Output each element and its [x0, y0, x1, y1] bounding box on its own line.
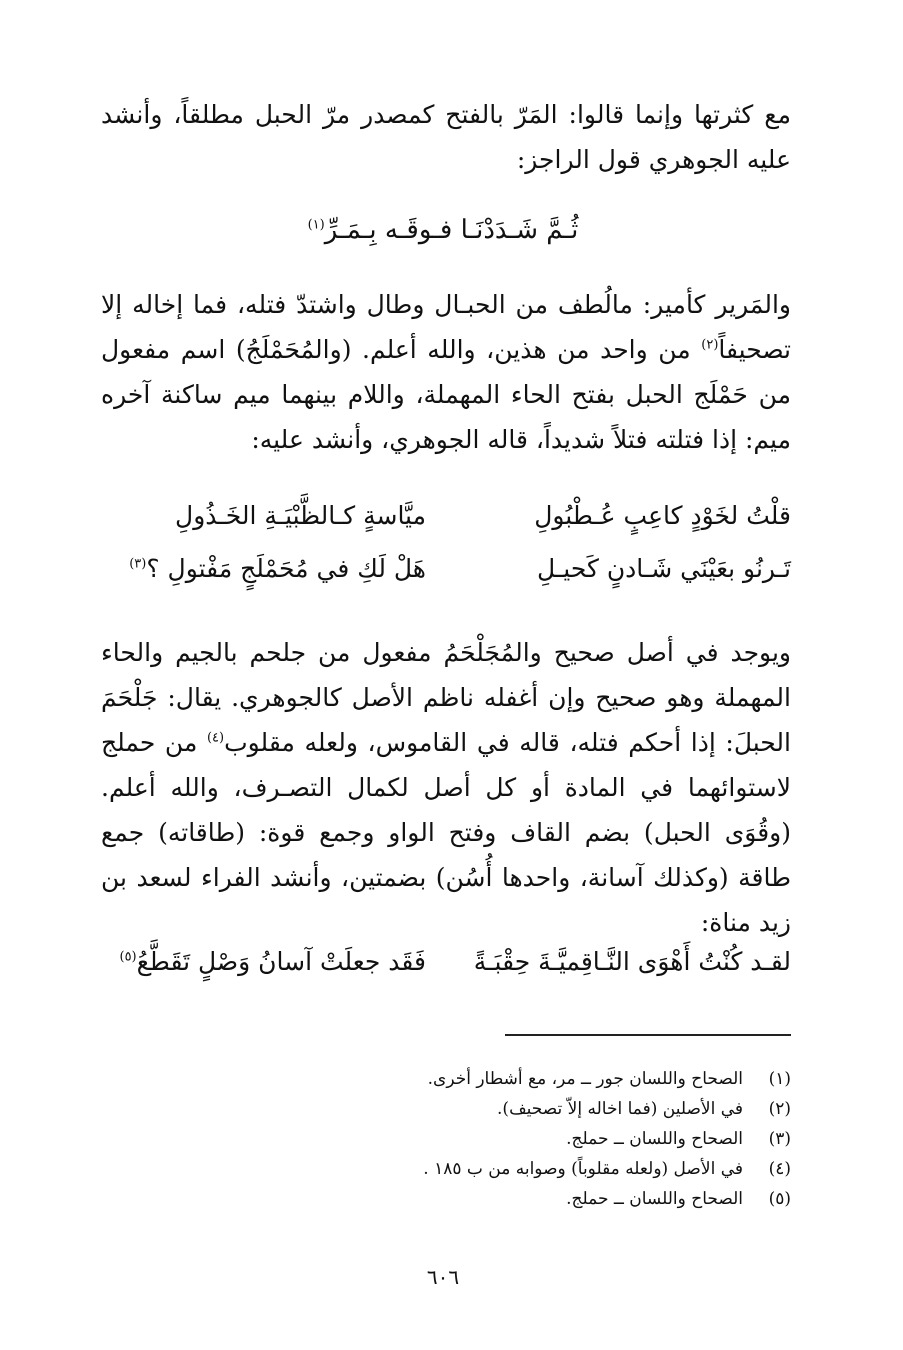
verse-first-hemistich: لقـد كُنْتُ أَهْوَى النَّـاقِميَّـةَ حِقْبَـةً [473, 947, 791, 976]
paragraph-text: ويوجد في أصل صحيح والمُجَلْحَمُ مفعول من جلحم بالجيم والحاء المهملة وهو صحيح وإن أغفله ناظم الأصل كالجوهري. يقال: جَلْحَمَ الحبلَ: إذا أحكم فتله، قاله في القاموس، ولعله مقلوب [101, 638, 791, 757]
footnote-marker: (٤) [206, 730, 225, 746]
verse-line [263, 205, 623, 255]
paragraph-text: من حملج لاستوائهما في المادة أو كل أصل لكمال التصـرف، والله أعلم. (وقُوَى الحبل) بضم القاف وفتح الواو وجمع قوة: (طاقاته) جمع طاقة (وكذلك آسانة، واحدها أُسُن) بضمتين، وأنشد الفراء لسعد بن زيد مناة: [101, 728, 791, 937]
page-number: ٦٠٦ [426, 1265, 460, 1289]
verse-couplet [101, 938, 791, 986]
verse-couplet [101, 492, 791, 540]
footnote-item [231, 1064, 791, 1094]
footnote-text: الصحاح واللسان ــ حملج. [566, 1129, 743, 1149]
footnote-text: الصحاح واللسان ــ حملج. [566, 1189, 743, 1209]
verse-text: هَلْ لَكِ في مُحَمْلَجٍ مَفْتولِ ؟ [146, 554, 426, 583]
footnote-separator [505, 1034, 791, 1036]
paragraph [101, 630, 791, 945]
footnote-number: (٢) [768, 1099, 791, 1119]
verse-first-hemistich: تَـرنُو بعَيْنَي شَـادنٍ كَحيـلِ [537, 554, 791, 583]
paragraph [101, 282, 791, 462]
footnote-text: في الأصل (ولعله مقلوباً) وصوابه من ب ١٨٥ . [423, 1159, 743, 1179]
footnote-marker: (٢) [701, 337, 719, 353]
footnotes-list [231, 1064, 791, 1214]
paragraph-text: مع كثرتها وإنما قالوا: المَرّ بالفتح كمصدر مرّ الحبل مطلقاً، وأنشد عليه الجوهري قول الراجز: [101, 100, 791, 174]
footnote-text: الصحاح واللسان جور ــ مر، مع أشطار أخرى. [427, 1069, 743, 1089]
verse-second-hemistich: ميَّاسةٍ كـالظَّبْيَـةِ الخَـذُولِ [175, 501, 426, 530]
footnote-text: في الأصلين (فما اخاله إلاّ تصحيف). [497, 1099, 743, 1119]
footnote-marker: (٥) [119, 949, 137, 965]
footnote-marker: (٣) [129, 556, 147, 572]
paragraph-text: والمَرير كأمير: مالُطف من الحبـال وطال واشتدّ فتله، فما إخاله إلا تصحيفاً [101, 290, 791, 364]
footnote-item [231, 1184, 791, 1214]
verse-couplet [101, 545, 791, 593]
verse-text: ثُـمَّ شَـدَدْنَـا فـوقَـه بِـمَـرِّ [324, 215, 579, 245]
paragraph-text: من واحد من هذين، والله أعلم. (والمُحَمْلَجُ) اسم مفعول من حَمْلَج الحبل بفتح الحاء المهملة، واللام بينهما ميم ساكنة آخره ميم: إذا فتلته فتلاً شديداً، قاله الجوهري، وأنشد عليه: [101, 335, 791, 454]
footnote-item [231, 1094, 791, 1124]
footnote-item [231, 1154, 791, 1184]
footnote-number: (٣) [768, 1129, 791, 1149]
paragraph [101, 92, 791, 182]
verse-first-hemistich: قلْتُ لخَوْدٍ كاعِبٍ عُـطْبُولِ [534, 501, 791, 530]
footnote-item [231, 1124, 791, 1154]
footnote-marker: (١) [307, 217, 325, 233]
verse-second-hemistich [86, 938, 426, 986]
footnote-number: (٤) [768, 1159, 791, 1179]
footnote-number: (٥) [768, 1189, 791, 1209]
verse-second-hemistich [86, 545, 426, 593]
footnote-number: (١) [768, 1069, 791, 1089]
verse-text: فَقَد جعلَتْ آسانُ وَصْلٍ تَقَطَّعُ [136, 947, 426, 976]
